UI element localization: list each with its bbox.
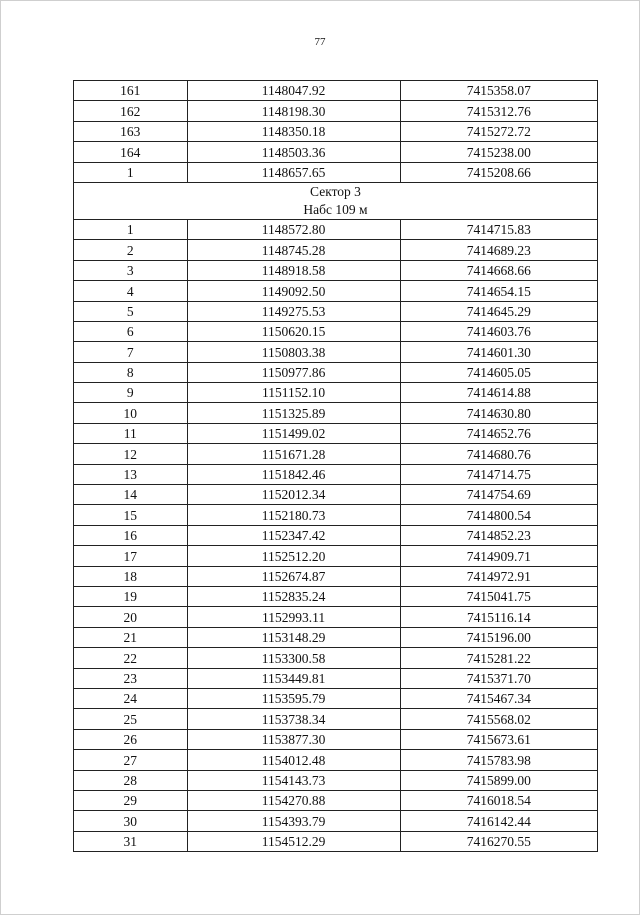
y-coordinate-cell: 7415783.98 (400, 750, 597, 770)
x-coordinate-cell: 1153595.79 (187, 688, 400, 708)
x-coordinate-cell: 1148572.80 (187, 219, 400, 239)
point-number-cell: 19 (74, 586, 188, 606)
table-row (74, 162, 598, 182)
table-row (74, 688, 598, 708)
x-coordinate-cell: 1154512.29 (187, 831, 400, 851)
coordinates-table (73, 80, 598, 852)
x-coordinate-cell: 1150803.38 (187, 342, 400, 362)
sector-title: Сектор 3 (310, 183, 361, 199)
y-coordinate-cell: 7414605.05 (400, 362, 597, 382)
table-row (74, 668, 598, 688)
x-coordinate-cell: 1149092.50 (187, 281, 400, 301)
x-coordinate-cell: 1148657.65 (187, 162, 400, 182)
x-coordinate-cell: 1152180.73 (187, 505, 400, 525)
point-number-cell: 25 (74, 709, 188, 729)
x-coordinate-cell: 1154270.88 (187, 790, 400, 810)
table-row (74, 121, 598, 141)
table-row (74, 444, 598, 464)
x-coordinate-cell: 1151152.10 (187, 383, 400, 403)
x-coordinate-cell: 1153148.29 (187, 627, 400, 647)
x-coordinate-cell: 1150977.86 (187, 362, 400, 382)
point-number-cell: 28 (74, 770, 188, 790)
point-number-cell: 3 (74, 260, 188, 280)
x-coordinate-cell: 1148745.28 (187, 240, 400, 260)
y-coordinate-cell: 7414654.15 (400, 281, 597, 301)
point-number-cell: 20 (74, 607, 188, 627)
table-row (74, 403, 598, 423)
point-number-cell: 164 (74, 142, 188, 162)
point-number-cell: 4 (74, 281, 188, 301)
table-row (74, 362, 598, 382)
x-coordinate-cell: 1153738.34 (187, 709, 400, 729)
point-number-cell: 13 (74, 464, 188, 484)
point-number-cell: 18 (74, 566, 188, 586)
point-number-cell: 23 (74, 668, 188, 688)
table-row (74, 627, 598, 647)
x-coordinate-cell: 1154393.79 (187, 811, 400, 831)
sector-subtitle: Набс 109 м (303, 201, 368, 217)
point-number-cell: 1 (74, 219, 188, 239)
table-body-after-sector (74, 219, 598, 851)
sector-header-body (74, 182, 598, 219)
point-number-cell: 21 (74, 627, 188, 647)
point-number-cell: 2 (74, 240, 188, 260)
x-coordinate-cell: 1152012.34 (187, 485, 400, 505)
point-number-cell: 11 (74, 423, 188, 443)
y-coordinate-cell: 7415196.00 (400, 627, 597, 647)
x-coordinate-cell: 1150620.15 (187, 321, 400, 341)
y-coordinate-cell: 7414614.88 (400, 383, 597, 403)
y-coordinate-cell: 7414630.80 (400, 403, 597, 423)
table-row (74, 586, 598, 606)
point-number-cell: 22 (74, 648, 188, 668)
y-coordinate-cell: 7415568.02 (400, 709, 597, 729)
y-coordinate-cell: 7416270.55 (400, 831, 597, 851)
y-coordinate-cell: 7414668.66 (400, 260, 597, 280)
y-coordinate-cell: 7414800.54 (400, 505, 597, 525)
y-coordinate-cell: 7415673.61 (400, 729, 597, 749)
table-row (74, 342, 598, 362)
table-body-before-sector (74, 81, 598, 183)
x-coordinate-cell: 1151671.28 (187, 444, 400, 464)
point-number-cell: 31 (74, 831, 188, 851)
point-number-cell: 29 (74, 790, 188, 810)
point-number-cell: 16 (74, 525, 188, 545)
table-row (74, 525, 598, 545)
y-coordinate-cell: 7414603.76 (400, 321, 597, 341)
table-row (74, 546, 598, 566)
page-number: 77 (314, 36, 326, 48)
y-coordinate-cell: 7415041.75 (400, 586, 597, 606)
x-coordinate-cell: 1148918.58 (187, 260, 400, 280)
x-coordinate-cell: 1153300.58 (187, 648, 400, 668)
point-number-cell: 15 (74, 505, 188, 525)
table-row (74, 505, 598, 525)
table-row (74, 750, 598, 770)
table-row (74, 811, 598, 831)
x-coordinate-cell: 1152347.42 (187, 525, 400, 545)
table-row (74, 301, 598, 321)
point-number-cell: 1 (74, 162, 188, 182)
point-number-cell: 161 (74, 81, 188, 101)
y-coordinate-cell: 7414601.30 (400, 342, 597, 362)
y-coordinate-cell: 7414754.69 (400, 485, 597, 505)
y-coordinate-cell: 7414909.71 (400, 546, 597, 566)
y-coordinate-cell: 7415116.14 (400, 607, 597, 627)
table-row (74, 464, 598, 484)
table-row (74, 607, 598, 627)
x-coordinate-cell: 1148350.18 (187, 121, 400, 141)
point-number-cell: 27 (74, 750, 188, 770)
x-coordinate-cell: 1151325.89 (187, 403, 400, 423)
table-row (74, 219, 598, 239)
table-row (74, 648, 598, 668)
table-row (74, 321, 598, 341)
table-row (74, 101, 598, 121)
table-row (74, 790, 598, 810)
x-coordinate-cell: 1154143.73 (187, 770, 400, 790)
y-coordinate-cell: 7414714.75 (400, 464, 597, 484)
sector-header-row (74, 182, 598, 219)
y-coordinate-cell: 7415208.66 (400, 162, 597, 182)
table-row (74, 281, 598, 301)
point-number-cell: 6 (74, 321, 188, 341)
table-row (74, 81, 598, 101)
x-coordinate-cell: 1152993.11 (187, 607, 400, 627)
y-coordinate-cell: 7414680.76 (400, 444, 597, 464)
x-coordinate-cell: 1152512.20 (187, 546, 400, 566)
table-row (74, 485, 598, 505)
y-coordinate-cell: 7415281.22 (400, 648, 597, 668)
y-coordinate-cell: 7414972.91 (400, 566, 597, 586)
x-coordinate-cell: 1153449.81 (187, 668, 400, 688)
x-coordinate-cell: 1152674.87 (187, 566, 400, 586)
point-number-cell: 26 (74, 729, 188, 749)
table-row (74, 142, 598, 162)
table-row (74, 729, 598, 749)
sector-header-cell (74, 182, 598, 219)
x-coordinate-cell: 1148047.92 (187, 81, 400, 101)
x-coordinate-cell: 1149275.53 (187, 301, 400, 321)
point-number-cell: 12 (74, 444, 188, 464)
y-coordinate-cell: 7415467.34 (400, 688, 597, 708)
y-coordinate-cell: 7414689.23 (400, 240, 597, 260)
x-coordinate-cell: 1154012.48 (187, 750, 400, 770)
y-coordinate-cell: 7416018.54 (400, 790, 597, 810)
point-number-cell: 24 (74, 688, 188, 708)
y-coordinate-cell: 7414652.76 (400, 423, 597, 443)
table-row (74, 423, 598, 443)
x-coordinate-cell: 1151842.46 (187, 464, 400, 484)
point-number-cell: 10 (74, 403, 188, 423)
table-row (74, 709, 598, 729)
y-coordinate-cell: 7415312.76 (400, 101, 597, 121)
x-coordinate-cell: 1148503.36 (187, 142, 400, 162)
y-coordinate-cell: 7414715.83 (400, 219, 597, 239)
point-number-cell: 163 (74, 121, 188, 141)
table-row (74, 770, 598, 790)
table-row (74, 260, 598, 280)
point-number-cell: 5 (74, 301, 188, 321)
table-row (74, 383, 598, 403)
point-number-cell: 162 (74, 101, 188, 121)
x-coordinate-cell: 1148198.30 (187, 101, 400, 121)
y-coordinate-cell: 7414852.23 (400, 525, 597, 545)
y-coordinate-cell: 7415358.07 (400, 81, 597, 101)
x-coordinate-cell: 1152835.24 (187, 586, 400, 606)
y-coordinate-cell: 7415899.00 (400, 770, 597, 790)
y-coordinate-cell: 7415272.72 (400, 121, 597, 141)
table-row (74, 831, 598, 851)
point-number-cell: 7 (74, 342, 188, 362)
point-number-cell: 14 (74, 485, 188, 505)
y-coordinate-cell: 7416142.44 (400, 811, 597, 831)
point-number-cell: 9 (74, 383, 188, 403)
table-row (74, 566, 598, 586)
x-coordinate-cell: 1153877.30 (187, 729, 400, 749)
x-coordinate-cell: 1151499.02 (187, 423, 400, 443)
y-coordinate-cell: 7415238.00 (400, 142, 597, 162)
y-coordinate-cell: 7414645.29 (400, 301, 597, 321)
point-number-cell: 8 (74, 362, 188, 382)
table-row (74, 240, 598, 260)
point-number-cell: 30 (74, 811, 188, 831)
point-number-cell: 17 (74, 546, 188, 566)
y-coordinate-cell: 7415371.70 (400, 668, 597, 688)
